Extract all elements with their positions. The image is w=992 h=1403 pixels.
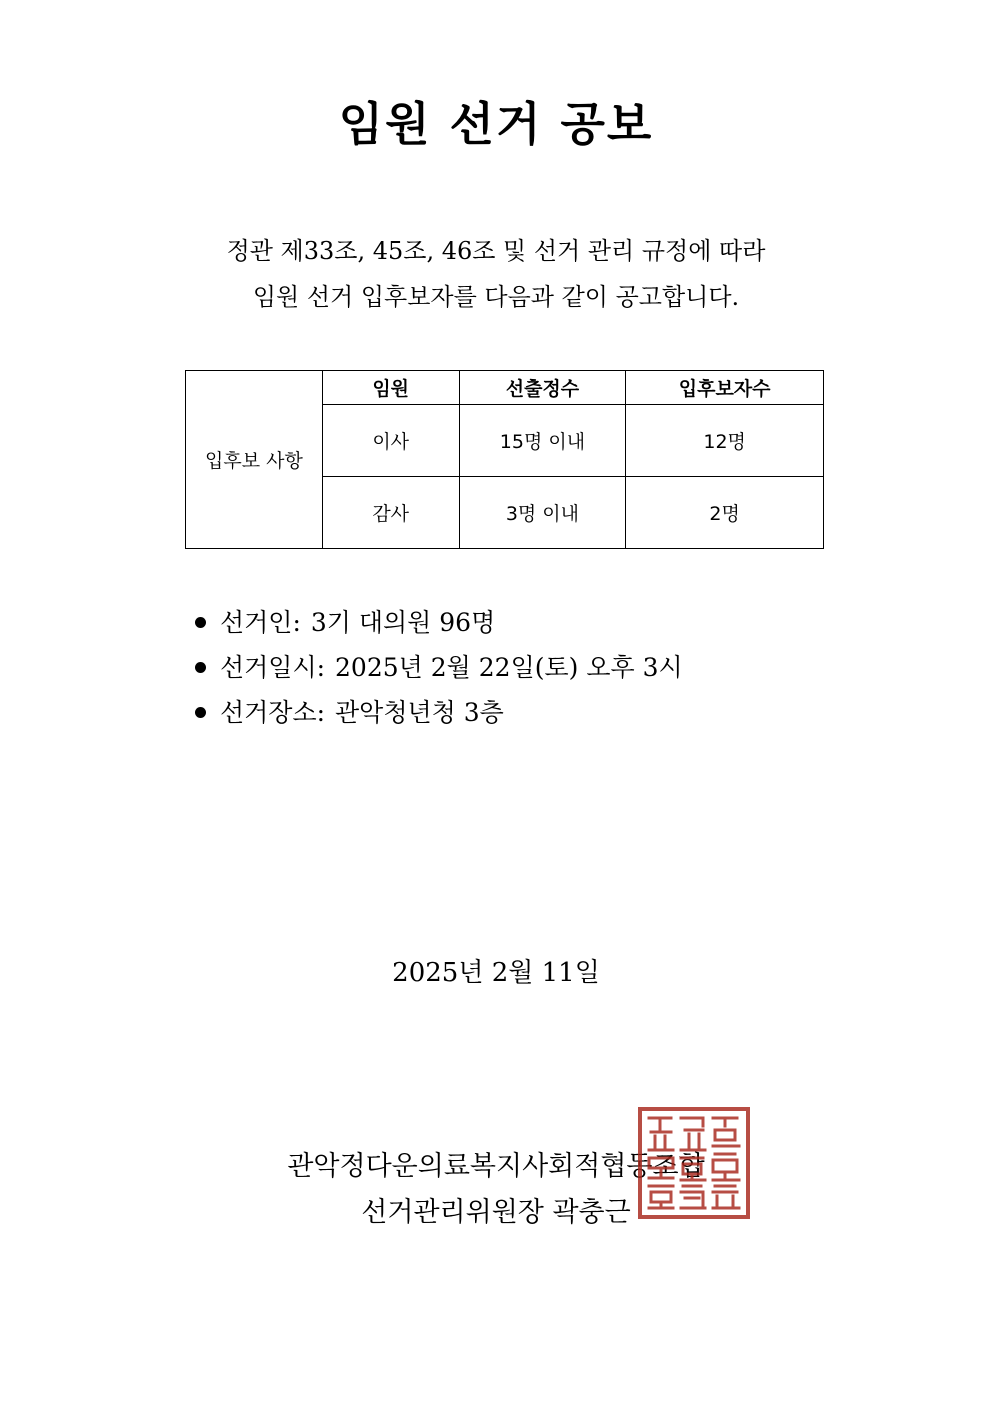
bullet-icon xyxy=(195,707,206,718)
intro-paragraph xyxy=(0,228,992,320)
info-label: 선거일시: xyxy=(220,653,326,682)
table-cell-position: 감사 xyxy=(322,477,459,549)
list-item-datetime xyxy=(192,645,683,690)
column-header-position: 임원 xyxy=(322,371,459,405)
bullet-icon xyxy=(195,617,206,628)
info-value: 3기 대의원 96명 xyxy=(310,608,496,637)
table-row-header: 입후보 사항 xyxy=(186,371,323,549)
official-seal-icon xyxy=(637,1106,751,1220)
list-item-voters xyxy=(192,600,683,645)
document-title: 임원 선거 공보 xyxy=(338,97,654,151)
signature-block xyxy=(0,1144,992,1236)
info-label: 선거장소: xyxy=(220,698,326,727)
announcement-date: 2025년 2월 11일 xyxy=(392,958,600,988)
intro-line-1: 정관 제33조, 45조, 46조 및 선거 관리 규정에 따라 xyxy=(226,237,766,265)
info-value: 관악청년청 3층 xyxy=(335,698,504,727)
info-label: 선거인: xyxy=(220,608,301,637)
bullet-icon xyxy=(195,662,206,673)
table-cell-position: 이사 xyxy=(322,405,459,477)
intro-line-2: 임원 선거 입후보자를 다음과 같이 공고합니다. xyxy=(252,283,740,311)
organization-name: 관악정다운의료복지사회적협동조합 xyxy=(287,1151,705,1182)
column-header-candidates: 입후보자수 xyxy=(626,371,824,405)
table-cell-candidates: 12명 xyxy=(626,405,824,477)
table-cell-candidates: 2명 xyxy=(626,477,824,549)
list-item-location xyxy=(192,690,683,735)
info-value: 2025년 2월 22일(토) 오후 3시 xyxy=(335,653,683,682)
signer-name: 선거관리위원장 곽충근 xyxy=(361,1197,631,1228)
table-cell-quota: 3명 이내 xyxy=(459,477,626,549)
table-cell-quota: 15명 이내 xyxy=(459,405,626,477)
candidates-table xyxy=(185,370,824,549)
column-header-quota: 선출정수 xyxy=(459,371,626,405)
table-header-row xyxy=(186,371,824,405)
election-info-list xyxy=(192,600,683,735)
